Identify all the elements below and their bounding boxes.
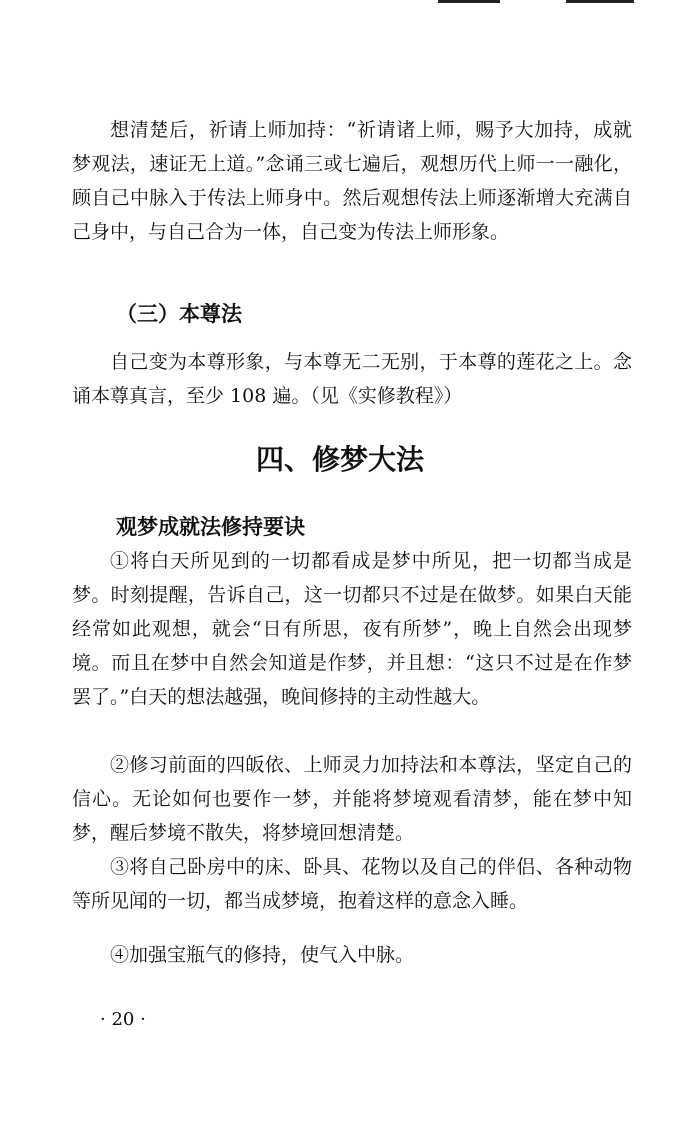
list-item-3: ③将自己卧房中的床、卧具、花物以及自己的伴侣、各种动物等所见闻的一切，都当成梦境，抱着这样的意念入睡。 — [72, 856, 632, 912]
list-item-4: ④加强宝瓶气的修持，使气入中脉。 — [110, 944, 415, 966]
section-heading-benzun: （三）本尊法 — [116, 302, 242, 326]
list-item-1: ①将白天所见到的一切都看成是梦中所见，把一切都当成是梦。时刻提醒，告诉自己，这一切都只不过是在做梦。如果白天能经常如此观想，就会“日有所思，夜有所梦”，晚上自然会出现梦境。而且在梦中自然会知道是作梦，并且想：“这只不过是在作梦罢了。”白天的想法越强，晚间修持的主动性越大。 — [72, 550, 632, 708]
list-item-2: ②修习前面的四皈依、上师灵力加持法和本尊法，坚定自己的信心。无论如何也要作一梦，并能将梦境观看清梦，能在梦中知梦，醒后梦境不散失，将梦境回想清楚。 — [72, 754, 632, 844]
body-paragraph-1: 想清楚后，祈请上师加持：“祈请诸上师，赐予大加持，成就梦观法，速证无上道。”念诵三或七遍后，观想历代上师一一融化，顾自己中脉入于传法上师身中。然后观想传法上师逐渐增大充满自己身中，与自己合为一体，自己变为传法上师形象。 — [72, 119, 632, 243]
subsection-heading: 观梦成就法修持要诀 — [116, 515, 305, 539]
page-number: · 20 · — [100, 1009, 146, 1030]
chapter-heading: 四、修梦大法 — [255, 443, 424, 476]
top-rule-left — [438, 0, 500, 3]
body-paragraph-benzun: 自己变为本尊形象，与本尊无二无别，于本尊的莲花之上。念诵本尊真言，至少 108 遍。（见《实修教程》） — [72, 351, 632, 407]
top-rule-right — [566, 0, 634, 3]
